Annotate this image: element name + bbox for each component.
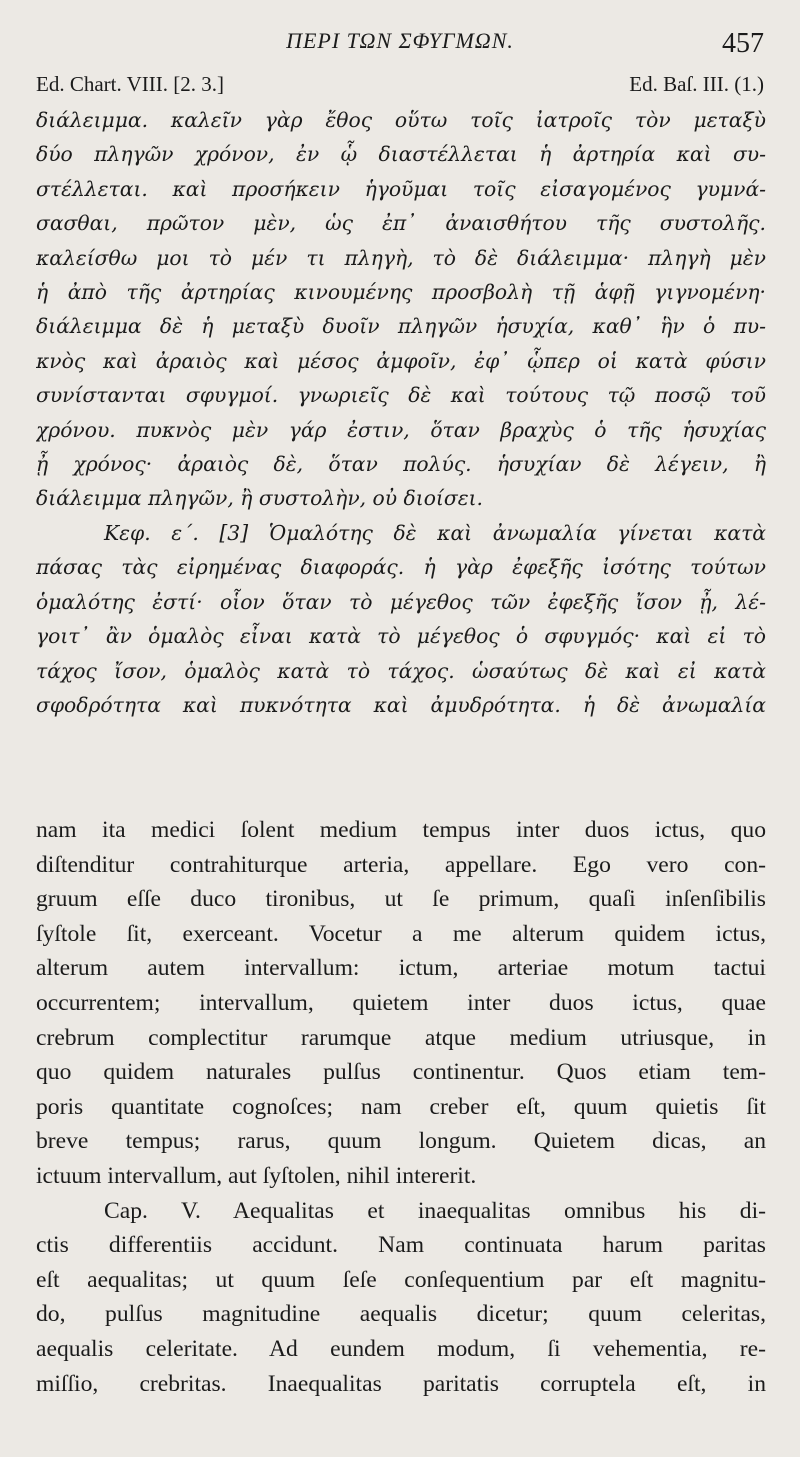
latin-line: do, pulſus magnitudine aequalis dicetur; quum celeritas, — [36, 1301, 766, 1328]
greek-line: τάχος ἴσον, ὁμαλὸς κατὰ τὸ τάχος. ὡσαύτως δὲ καὶ εἰ κατὰ — [36, 658, 766, 683]
latin-line: miſſio, crebritas. Inaequalitas paritatis corruptela eſt, in — [36, 1370, 766, 1397]
greek-line: στέλλεται. καὶ προσήκειν ἡγοῦμαι τοῖς εἰσαγομένος γυμνά- — [36, 176, 766, 201]
greek-line: πάσας τὰς εἰρημένας διαφοράς. ἡ γὰρ ἐφεξῆς ἰσότης τούτων — [36, 555, 766, 580]
latin-line: alterum autem intervallum: ictum, arteriae motum tactui — [36, 955, 766, 982]
latin-chapter-start: Cap. V. Aequalitas et inaequalitas omnibus his di- — [104, 1197, 766, 1224]
edition-basel: Ed. Baſ. III. (1.) — [629, 72, 764, 96]
latin-line: gruum eſſe duco tironibus, ut ſe primum, quaſi inſenſibilis — [36, 886, 766, 913]
greek-line: διάλειμμα δὲ ἡ μεταξὺ δυοῖν πληγῶν ἡσυχία, καθ᾽ ἣν ὁ πυ- — [36, 314, 766, 339]
greek-line: συνίστανται σφυγμοί. γνωριεῖς δὲ καὶ τούτους τῷ ποσῷ τοῦ — [36, 383, 766, 408]
greek-text-block — [36, 103, 766, 722]
latin-line: crebrum complectitur rarumque atque medium utriusque, in — [36, 1024, 766, 1051]
greek-line: δύο πληγῶν χρόνον, ἐν ᾧ διαστέλλεται ἡ ἀρτηρία καὶ συ- — [36, 142, 766, 167]
latin-line: poris quantitate cognoſces; nam creber eſt, quum quietis ſit — [36, 1093, 766, 1120]
latin-text-block — [36, 813, 766, 1401]
greek-line: διάλειμμα πληγῶν, ἢ συστολὴν, οὐ διοίσει. — [36, 486, 483, 511]
page-number: 457 — [722, 28, 764, 59]
running-title: ΠΕΡΙ ΤΩΝ ΣΦΥΓΜΩΝ. — [286, 28, 514, 53]
greek-chapter-start: Κεφ. ε΄. [3] Ὁμαλότης δὲ καὶ ἀνωμαλία γίνεται κατὰ — [104, 520, 766, 545]
greek-line: ᾖ χρόνος· ἀραιὸς δὲ, ὅταν πολύς. ἡσυχίαν δὲ λέγειν, ἢ — [36, 452, 766, 477]
latin-line: quo quidem naturales pulſus continentur. Quos etiam tem- — [36, 1059, 766, 1086]
latin-line: ſyſtole ſit, exerceant. Vocetur a me alterum quidem ictus, — [36, 920, 766, 947]
latin-line: diſtenditur contrahiturque arteria, appellare. Ego vero con- — [36, 851, 766, 878]
greek-line: γοιτ᾽ ἂν ὁμαλὸς εἶναι κατὰ τὸ μέγεθος ὁ σφυγμός· καὶ εἰ τὸ — [36, 624, 766, 649]
greek-line: καλείσθω μοι τὸ μέν τι πληγὴ, τὸ δὲ διάλειμμα· πληγὴ μὲν — [36, 245, 766, 270]
latin-line: ctis differentiis accidunt. Nam continuata harum paritas — [36, 1232, 766, 1259]
greek-line: χρόνου. πυκνὸς μὲν γάρ ἐστιν, ὅταν βραχὺς ὁ τῆς ἡσυχίας — [36, 417, 766, 442]
greek-line: κνὸς καὶ ἀραιὸς καὶ μέσος ἀμφοῖν, ἐφ᾽ ᾧπερ οἱ κατὰ φύσιν — [36, 348, 766, 373]
latin-line: eſt aequalitas; ut quum ſeſe conſequentium par eſt magnitu- — [36, 1266, 766, 1293]
greek-line: ὁμαλότης ἐστί· οἷον ὅταν τὸ μέγεθος τῶν ἐφεξῆς ἴσον ᾖ, λέ- — [36, 589, 766, 614]
edition-chartier: Ed. Chart. VIII. [2. 3.] — [36, 72, 224, 96]
latin-line: nam ita medici ſolent medium tempus inter duos ictus, quo — [36, 817, 766, 843]
greek-line: σφοδρότητα καὶ πυκνότητα καὶ ἀμυδρότητα. ἡ δὲ ἀνωμαλία — [36, 692, 766, 717]
latin-line: occurrentem; intervallum, quietem inter duos ictus, quae — [36, 989, 766, 1016]
latin-line: aequalis celeritate. Ad eundem modum, ſi vehementia, re- — [36, 1335, 766, 1362]
greek-line: ἡ ἀπὸ τῆς ἀρτηρίας κινουμένης προσβολὴ τῇ ἁφῇ γιγνομένη· — [36, 280, 766, 305]
greek-line: διάλειμμα. καλεῖν γὰρ ἔθος οὕτω τοῖς ἰατροῖς τὸν μεταξὺ — [36, 108, 766, 132]
latin-line: breve tempus; rarus, quum longum. Quietem dicas, an — [36, 1128, 766, 1155]
greek-line: σασθαι, πρῶτον μὲν, ὡς ἐπ᾽ ἀναισθήτου τῆς συστολῆς. — [36, 211, 766, 236]
latin-line: ictuum intervallum, aut ſyſtolen, nihil intererit. — [36, 1162, 477, 1189]
edition-references — [36, 72, 764, 97]
